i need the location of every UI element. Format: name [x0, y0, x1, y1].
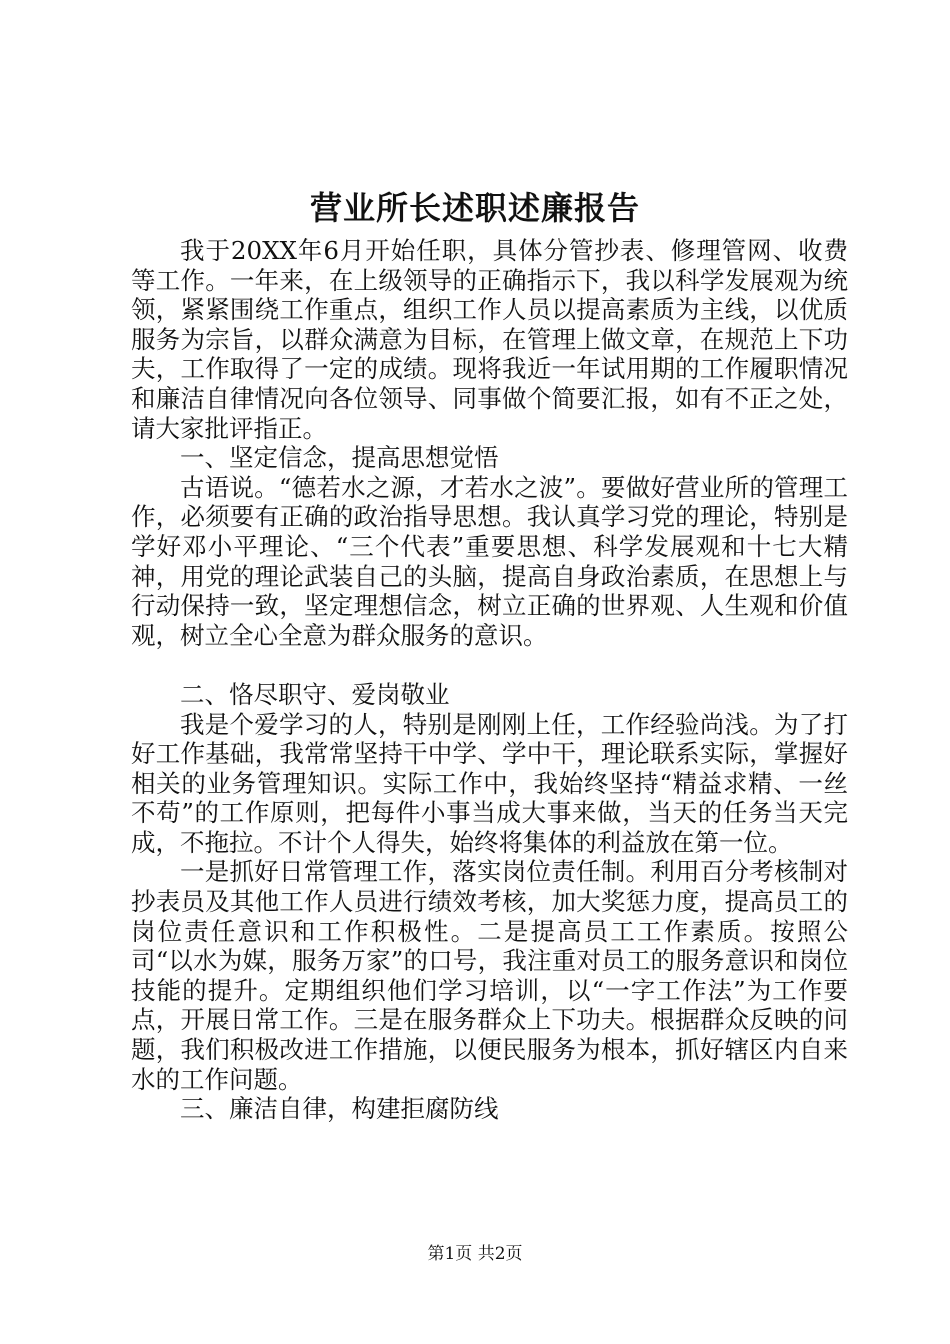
section-2-paragraph-1: 我是个爱学习的人，特别是刚刚上任，工作经验尚浅。为了打好工作基础，我常常坚持干中学、学中干，理论联系实际，掌握好相关的业务管理知识。实际工作中，我始终坚持“精益求精、一丝不苟”的工作原则，把每件小事当成大事来做，当天的任务当天完成，不拖拉。不计个人得失，始终将集体的利益放在第一位。 — [131, 709, 848, 857]
document-title: 营业所长述职述廉报告 — [309, 189, 640, 227]
blank-line — [131, 650, 848, 680]
section-heading-2: 二、恪尽职守、爱岗敬业 — [180, 679, 450, 709]
section-heading-1: 一、坚定信念，提高思想觉悟 — [180, 443, 499, 473]
section-heading-3: 三、廉洁自律，构建拒腐防线 — [180, 1094, 499, 1124]
section-1-paragraph: 古语说。“德若水之源，才若水之波”。要做好营业所的管理工作，必须要有正确的政治指导思想。我认真学习党的理论，特别是学好邓小平理论、“三个代表”重要思想、科学发展观和十七大精神，用党的理论武装自己的头脑，提高自身政治素质，在思想上与行动保持一致，坚定理想信念，树立正确的世界观、人生观和价值观，树立全心全意为群众服务的意识。 — [131, 472, 848, 650]
document-body — [131, 236, 848, 1124]
section-2-paragraph-2: 一是抓好日常管理工作，落实岗位责任制。利用百分考核制对抄表员及其他工作人员进行绩效考核，加大奖惩力度，提高员工的岗位责任意识和工作积极性。二是提高员工工作素质。按照公司“以水为媒，服务万家”的口号，我注重对员工的服务意识和岗位技能的提升。定期组织他们学习培训，以“一字工作法”为工作要点，开展日常工作。三是在服务群众上下功夫。根据群众反映的问题，我们积极改进工作措施，以便民服务为根本，抓好辖区内自来水的工作问题。 — [131, 857, 848, 1094]
intro-paragraph: 我于20XX年6月开始任职，具体分管抄表、修理管网、收费等工作。一年来，在上级领导的正确指示下，我以科学发展观为统领，紧紧围绕工作重点，组织工作人员以提高素质为主线，以优质服务为宗旨，以群众满意为目标，在管理上做文章，在规范上下功夫，工作取得了一定的成绩。现将我近一年试用期的工作履职情况和廉洁自律情况向各位领导、同事做个简要汇报，如有不正之处，请大家批评指正。 — [131, 236, 848, 443]
page-footer: 第1页 共2页 — [427, 1244, 523, 1264]
